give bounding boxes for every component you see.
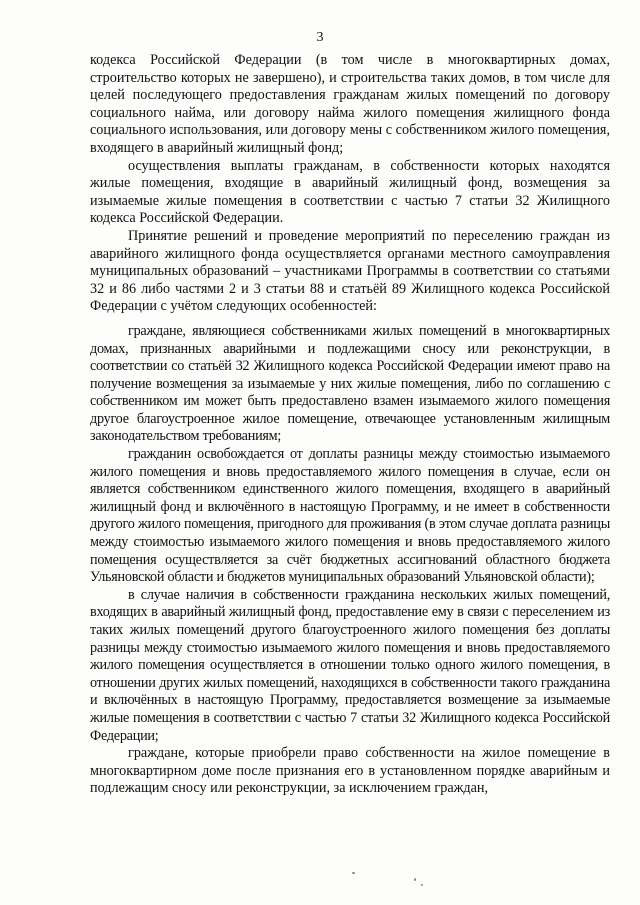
paragraph-6: в случае наличия в собственности гражданина нескольких жилых помещений, входящих в аварийный жилищный фонд, предоставление ему в связи с переселением из таких жилых помещений другого благоустроенного жилого помещения без доплаты разницы между стоимостью изымаемого жилого помещения и вновь предоставляемого жилого помещения осуществляется в отношении только одного жилого помещения, в отношении других жилых помещений, находящихся в собственности такого гражданина и включённых в настоящую Программу, предоставляется возмещение за изымаемые жилые помещения в соответствии с частью 7 статьи 32 Жилищного кодекса Российской Федерации;	[90, 586, 610, 744]
paragraph-1: кодекса Российской Федерации (в том числе в многоквартирных домах, строительство которых не завершено), и строительства таких домов, в том числе для целей последующего предоставления гражданам жилых помещений по договору социального найма, или договору найма жилого помещения жилищного фонда социального использования, или договору мены с собственником жилого помещения, входящего в аварийный жилищный фонд;	[90, 52, 610, 156]
paragraph-3: Принятие решений и проведение мероприятий по переселению граждан из аварийного жилищного фонда осуществляется органами местного самоуправления муниципальных образований – участниками Программы в соответствии со статьями 32 и 86 либо частями 2 и 3 статьи 88 и статьёй 89 Жилищного кодекса Российской Федерации с учётом следующих особенностей:	[90, 227, 610, 315]
paragraph-5: гражданин освобождается от доплаты разницы между стоимостью изымаемого жилого помещения и вновь предоставляемого жилого помещения в случае, если он является собственником единственного жилого помещения, входящего в аварийный жилищный фонд и включённого в настоящую Программу, и не имеет в собственности другого жилого помещения, пригодного для проживания (в этом случае доплата разницы между стоимостью изымаемого жилого помещения и вновь предоставляемого жилого помещения осуществляется за счёт бюджетных ассигнований областного бюджета Ульяновской области и бюджетов муниципальных образований Ульяновской области);	[90, 446, 610, 586]
document-body	[90, 52, 610, 798]
page-number: 3	[316, 30, 324, 45]
paragraph-4: граждане, являющиеся собственниками жилых помещений в многоквартирных домах, признанных аварийными и подлежащими сносу или реконструкции, в соответствии со статьёй 32 Жилищного кодекса Российской Федерации имеют право на получение возмещения за изымаемые у них жилые помещения, либо по соглашению с собственником им может быть предоставлено взамен изымаемого жилого помещения другое благоустроенное жилое помещение, отвечающее установленным жилищным законодательством требованиям;	[90, 322, 610, 445]
scan-speck	[421, 884, 423, 886]
paragraph-2: осуществления выплаты гражданам, в собственности которых находятся жилые помещения, входящие в аварийный жилищный фонд, возмещения за изымаемые жилые помещения в соответствии с частью 7 статьи 32 Жилищного кодекса Российской Федерации.	[90, 157, 610, 227]
paragraph-7: граждане, которые приобрели право собственности на жилое помещение в многоквартирном доме после признания его в установленном порядке аварийным и подлежащим сносу или реконструкции, за исключением граждан,	[90, 745, 610, 797]
scan-speck	[352, 872, 355, 874]
scan-speck	[414, 878, 416, 881]
